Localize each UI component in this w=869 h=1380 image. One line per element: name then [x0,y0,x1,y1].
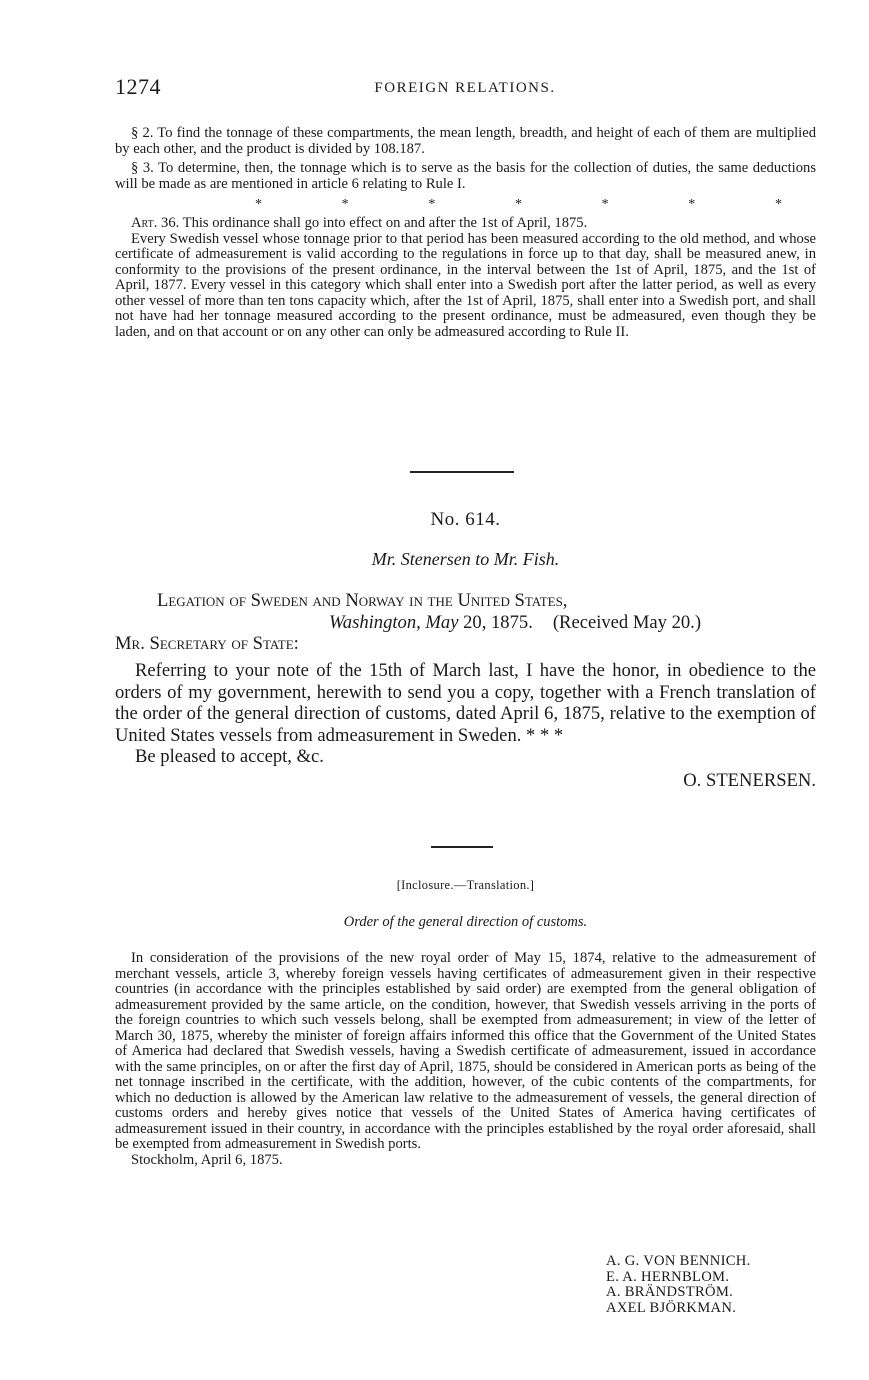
signatories [606,1254,751,1316]
running-title: FOREIGN RELATIONS. [374,80,556,96]
inclosure-body [115,951,816,1168]
dateline-date: 20, 1875. [458,611,533,633]
star: * [688,197,696,212]
section-divider [410,471,514,473]
signatory: E. A. HERNBLOM. [606,1268,730,1285]
place-date: Stockholm, April 6, 1875. [131,1151,283,1168]
letter-closing: Be pleased to accept, &c. [135,746,324,767]
legation-line: Legation of Sweden and Norway in the United States, [157,590,568,611]
letter-paragraph: Referring to your note of the 15th of March last, I have the honor, in obedience to the orders of my government, herewith to send you a copy, together with a French translation of the order of the general direction of customs, dated April 6, 1875, relative to the exemption of United States vessels from admeasurement in Sweden. * * * [115,660,816,746]
star: * [774,197,782,212]
signatory: AXEL BJÖRKMAN. [606,1299,737,1316]
star: * [601,197,609,212]
paragraph-swedish-vessels: Every Swedish vessel whose tonnage prior to that period has been measured according to the old method, and whose certificate of admeasurement is valid according to the regulations in force up to that day, shall be measured anew, in conformity to the provisions of the present ordinance, in the interval between the 1st of April, 1875, and the 1st of April, 1877. Every vessel in this category which shall enter into a Swedish port after the latter period, as well as every other vessel of more than ten tons capacity which, after the 1st of April, 1875, shall enter into a Swedish port, and shall not have had her tonnage measured according to the present ordinance, must be admeasured, even though they be laden, and on that account or on any other can only be admeasured according to Rule II. [115,230,816,340]
dateline [115,612,816,634]
letter-signature: O. STENERSEN. [683,769,816,791]
page-number: 1274 [115,74,161,99]
inclosure-paragraph: In consideration of the provisions of the new royal order of May 15, 1874, relative to the admeasurement of merchant vessels, article 3, whereby foreign vessels having certificates of admeasurement given in their respective countries (in accordance with the principles established by said order) are exempted from the general obligation of admeasurement provided by the same article, on the condition, however, that Swedish vessels arriving in the ports of the foreign countries to which such vessels belong, shall be exempted from admeasurement; in view of the letter of March 30, 1875, whereby the minister of foreign affairs informed this office that the Government of the United States of America had declared that Swedish vessels, having a Swedish certificate of admeasurement, issued in accordance with the same principles, on or after the first day of April, 1875, should be considered in American ports as being of the net tonnage inscribed in the certificate, with the addition, however, of the cubic contents of the compartments, for which no deduction is allowed by the American law relative to the admeasurement of vessels, the general direction of customs orders and hereby gives notice that vessels of the United States of America having certificates of admeasurement issued in their country, in accordance with the principles established by the royal order aforesaid, shall be exempted from admeasurement in Swedish ports. [115,950,816,1152]
salutation: Mr. Secretary of State: [115,633,299,654]
star: * [341,197,349,212]
star: * [255,197,262,212]
inclosure-label: [Inclosure.—Translation.] [396,878,535,892]
letter-header [115,590,816,655]
paragraph-section-3: § 3. To determine, then, the tonnage which is to serve as the basis for the collection of duties, the same deductions will be made as are mentioned in article 6 relating to Rule I. [115,160,816,192]
paragraph-article-36 [115,216,816,232]
signatory: A. BRÄNDSTRÖM. [606,1284,734,1300]
ordinance-section [115,126,816,340]
received-note: (Received May 20.) [552,611,702,633]
dateline-place: Washington, May [329,611,459,633]
inclosure-title: Order of the general direction of customs. [343,914,588,930]
article-label: Art. [131,215,158,231]
letter-title: Mr. Stenersen to Mr. Fish. [371,549,560,569]
star: * [514,197,522,212]
document-number: No. 614. [430,509,501,530]
page-header [115,74,815,104]
inclosure-divider [431,846,493,848]
article-text: 36. This ordinance shall go into effect on and after the 1st of April, 1875. [157,215,588,231]
star: * [428,197,436,212]
signatory: A. G. VON BENNICH. [606,1253,751,1269]
letter-body [115,660,816,791]
omission-stars [115,198,816,211]
paragraph-section-2: § 2. To find the tonnage of these compartments, the mean length, breadth, and height of each of them are multiplied by each other, and the product is divided by 108.187. [115,125,816,157]
